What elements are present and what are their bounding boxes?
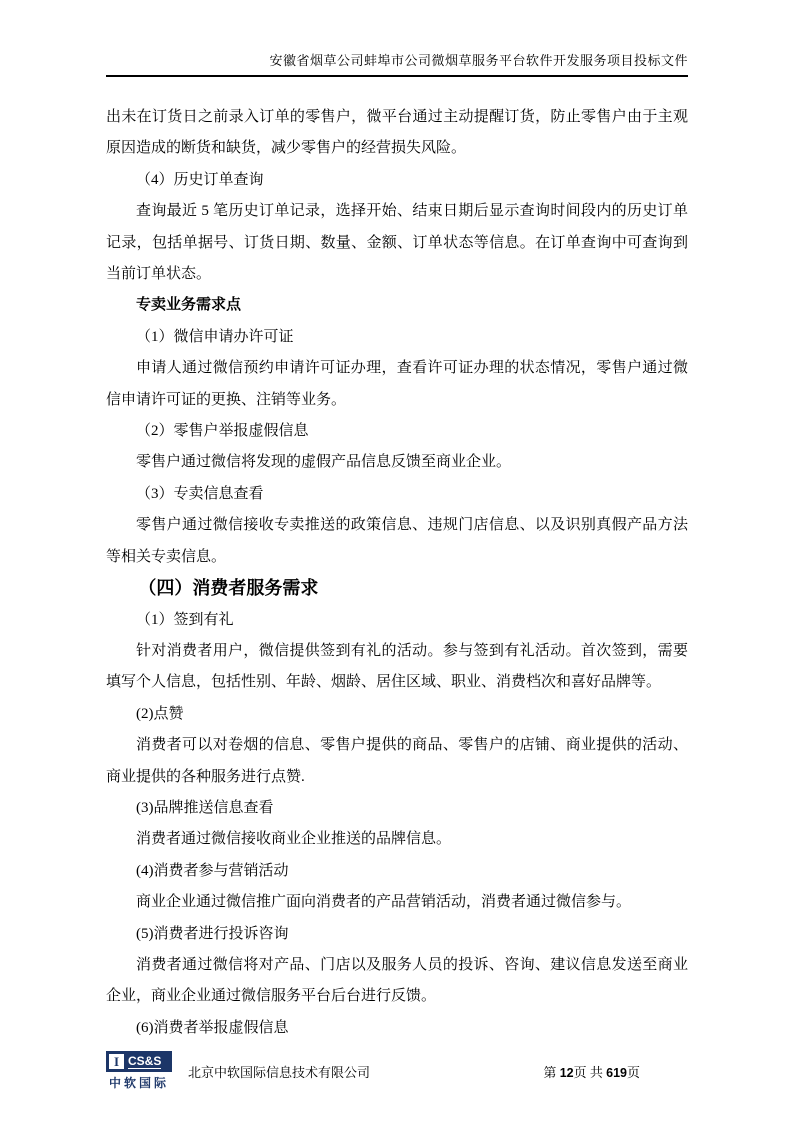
body-paragraph: 零售户通过微信将发现的虚假产品信息反馈至商业企业。	[136, 454, 512, 471]
body-paragraph: 消费者可以对卷烟的信息、零售户提供的商品、零售户的店铺、商业提供的活动、商业提供的各种服务进行点赞.	[106, 737, 688, 785]
body-paragraph: 查询最近 5 笔历史订单记录，选择开始、结束日期后显示查询时间段内的历史订单记录，包括单据号、订货日期、数量、金额、订单状态等信息。在订单查询中可查询到当前订单状态。	[106, 203, 688, 283]
page-footer	[106, 1051, 688, 1091]
subsection-heading: 专卖业务需求点	[136, 297, 242, 314]
item-heading: (4)消费者参与营销活动	[136, 862, 289, 879]
csands-logo-top	[106, 1051, 172, 1072]
section-heading: （四）消费者服务需求	[138, 578, 319, 599]
logo-i-icon: I	[109, 1054, 124, 1069]
item-heading: （3）专卖信息查看	[136, 485, 264, 502]
body-paragraph: 消费者通过微信将对产品、门店以及服务人员的投诉、咨询、建议信息发送至商业企业，商业企业通过微信服务平台后台进行反馈。	[106, 956, 688, 1005]
body-paragraph: 申请人通过微信预约申请许可证办理，查看许可证办理的状态情况，零售户通过微信申请许可证的更换、注销等业务。	[106, 360, 688, 408]
current-page: 12	[559, 1065, 574, 1080]
item-heading: （1）签到有礼	[136, 611, 234, 628]
document-body	[106, 102, 688, 1044]
item-heading: (2)点赞	[136, 705, 184, 722]
body-paragraph: 消费者通过微信接收商业企业推送的品牌信息。	[136, 831, 452, 848]
body-paragraph: 商业企业通过微信推广面向消费者的产品营销活动，消费者通过微信参与。	[136, 894, 632, 911]
body-paragraph: 针对消费者用户，微信提供签到有礼的活动。参与签到有礼活动。首次签到，需要填写个人信息，包括性别、年龄、烟龄、居住区域、职业、消费档次和喜好品牌等。	[106, 642, 688, 691]
body-paragraph: 出未在订货日之前录入订单的零售户，微平台通过主动提醒订货，防止零售户由于主观原因造成的断货和缺货，减少零售户的经营损失风险。	[106, 109, 688, 157]
item-heading: （2）零售户举报虚假信息	[136, 423, 309, 440]
csands-logo	[106, 1051, 172, 1091]
header-title: 安徽省烟草公司蚌埠市公司微烟草服务平台软件开发服务项目投标文件	[269, 53, 688, 68]
item-heading: (6)消费者举报虚假信息	[136, 1019, 289, 1036]
item-heading: （4）历史订单查询	[136, 171, 264, 188]
item-heading: (5)消费者进行投诉咨询	[136, 925, 289, 942]
item-heading: (3)品牌推送信息查看	[136, 799, 274, 816]
body-paragraph: 零售户通过微信接收专卖推送的政策信息、违规门店信息、以及识别真假产品方法等相关专卖信息。	[106, 517, 688, 565]
logo-chinese-text: 中软国际	[108, 1076, 169, 1090]
logo-csands-text: CS&S	[128, 1054, 162, 1068]
page-number: 第 12页 共 619页	[543, 1064, 640, 1080]
footer-company-name: 北京中软国际信息技术有限公司	[188, 1064, 371, 1080]
page-header	[106, 50, 688, 77]
total-pages: 619	[606, 1065, 627, 1080]
item-heading: （1）微信申请办许可证	[136, 328, 294, 345]
